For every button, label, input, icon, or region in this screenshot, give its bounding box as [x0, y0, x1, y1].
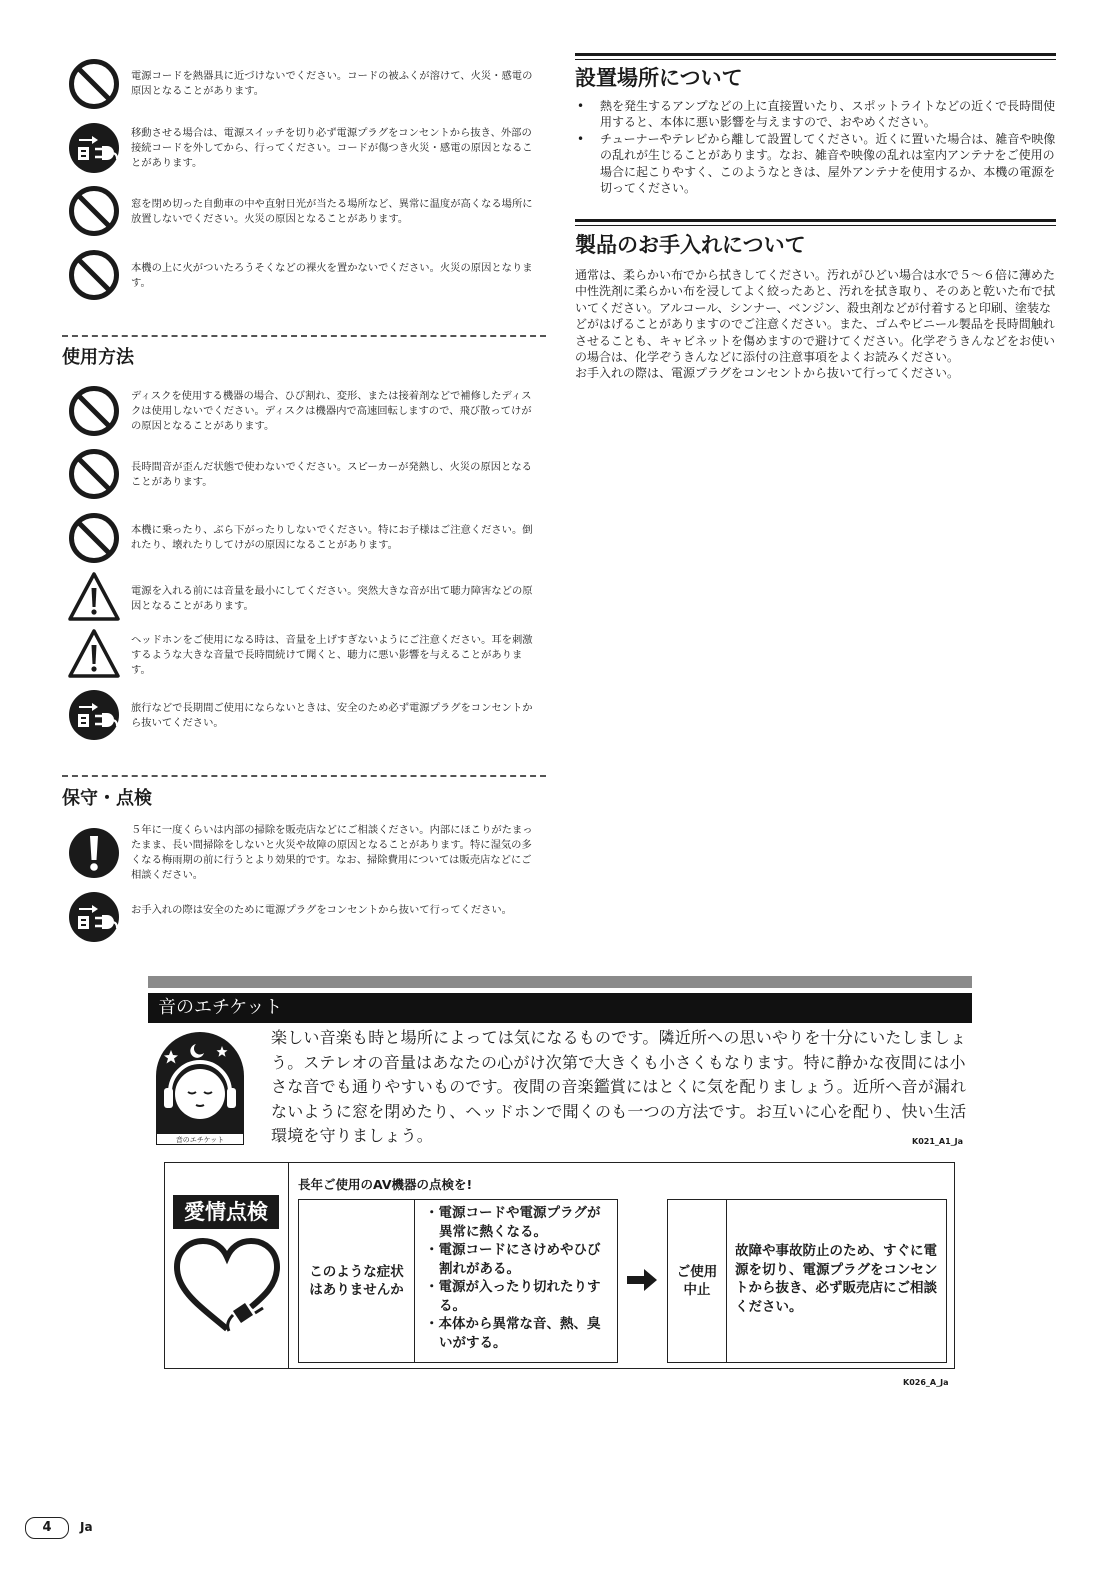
symptom-item: ・電源が入ったり切れたりする。 — [425, 1279, 601, 1314]
caution-text: 本機に乗ったり、ぶら下がったりしないでください。特にお子様はご注意ください。倒れたり、壊れたりしてけがの原因になることがあります。 — [131, 524, 533, 551]
caution-text: 本機の上に火がついたろうそくなどの裸火を置かないでください。火災の原因となります。 — [131, 262, 533, 289]
caution-text: 電源コードを熱器具に近づけないでください。コードの被ふくが溶けて、火災・感電の原因となることがあります。 — [131, 70, 533, 97]
warning-triangle-icon — [68, 571, 120, 623]
prohibition-icon — [68, 58, 120, 110]
install-list — [575, 98, 1057, 196]
question-text: このような症状はありませんか — [309, 1263, 404, 1298]
caution-text: 旅行などで長期間ご使用にならないときは、安全のため必ず電源プラグをコンセントから抜いてください。 — [131, 702, 533, 729]
stop-label: ご使用中止 — [676, 1263, 718, 1298]
symptom-item: ・電源コードにさけめやひび割れがある。 — [425, 1242, 601, 1277]
section-divider — [62, 335, 546, 337]
question-cell — [298, 1199, 415, 1363]
caution-text: 窓を閉め切った自動車の中や直射日光が当たる場所など、異常に温度が高くなる場所に放置しないでください。火災の原因となることがあります。 — [131, 198, 533, 225]
prohibition-icon — [68, 185, 120, 237]
heading-rule — [575, 225, 1056, 226]
aijo-tenken-box — [164, 1162, 955, 1369]
aijo-title: 愛情点検 — [173, 1195, 279, 1229]
list-item: • 熱を発生するアンプなどの上に直接置いたり、スポットライトなどの近くで長時間使用すると、本体に悪い影響を与えますので、おやめください。 — [575, 98, 1057, 131]
heart-plug-icon — [171, 1235, 283, 1335]
divider — [288, 1163, 289, 1368]
language-tag: Ja — [80, 1520, 93, 1534]
aijo-header: 長年ご使用のAV機器の点検を! — [298, 1177, 473, 1192]
caution-text: ５年に一度くらいは内部の掃除を販売店などにご相談ください。内部にほこりがたまったまま、長い間掃除をしないと火災や故障の原因となることがあります。特に湿気の多くなる梅雨期の前に行うとより効果的です。なお、掃除費用については販売店などにご相談ください。 — [131, 824, 533, 881]
care-paragraph: お手入れの際は、電源プラグをコンセントから抜いて行ってください。 — [575, 366, 960, 381]
usage-heading: 使用方法 — [62, 347, 134, 368]
caution-text: 長時間音が歪んだ状態で使わないでください。スピーカーが発熱し、火災の原因となることがあります。 — [131, 461, 532, 488]
etiquette-title: 音のエチケット — [148, 993, 972, 1023]
warning-triangle-icon — [68, 628, 120, 680]
arrow-right-icon — [625, 1268, 659, 1292]
care-paragraph: 通常は、柔らかい布でから拭きしてください。汚れがひどい場合は水で５～６倍に薄めた中性洗剤に柔らかい布を浸してよく絞ったあと、汚れを拭き取り、そのあと乾いた布で拭いてください。アルコール、シンナー、ベンジン、殺虫剤などが付着すると印刷、塗装などがはげることがありますのでご注意ください。また、ゴムやビニール製品を長時間触れさせることも、キャビネットを傷めますので避けてください。化学ぞうきんなどをお使いの場合は、化学ぞうきんなどに添付の注意事項をよくお読みください。 — [575, 268, 1056, 365]
doc-code: K021_A1_Ja — [912, 1137, 964, 1146]
advice-text: 故障や事故防止のため、すぐに電源を切り、電源プラグをコンセントから抜き、必ず販売店にご相談ください。 — [735, 1243, 938, 1315]
heading-rule — [575, 219, 1056, 222]
logo-caption: 音のエチケット — [156, 1133, 244, 1145]
install-heading: 設置場所について — [575, 66, 743, 90]
advice-cell — [726, 1199, 947, 1363]
unplug-icon — [68, 891, 120, 943]
prohibition-icon — [68, 448, 120, 500]
stop-cell — [667, 1199, 727, 1363]
unplug-icon — [68, 122, 120, 174]
symptom-item: ・本体から異常な音、熱、臭いがする。 — [425, 1316, 601, 1351]
care-text — [575, 267, 1057, 382]
symptom-item: ・電源コードや電源プラグが異常に熱くなる。 — [425, 1205, 601, 1240]
prohibition-icon — [68, 385, 120, 437]
heading-rule — [575, 53, 1056, 56]
prohibition-icon — [68, 512, 120, 564]
symptoms-cell — [414, 1199, 618, 1363]
etiquette-text: 楽しい音楽も時と場所によっては気になるものです。隣近所への思いやりを十分にいたしましょう。ステレオの音量はあなたの心がけ次第で大きくも小さくもなります。特に静かな夜間には小さな音でも通りやすいものです。夜間の音楽鑑賞にはとくに気を配りましょう。近所へ音が漏れないように窓を閉めたり、ヘッドホンで聞くのも一つの方法です。お互いに心を配り、快い生活環境を守りましょう。 — [271, 1028, 967, 1145]
section-divider — [62, 775, 546, 777]
unplug-icon — [68, 689, 120, 741]
doc-code: K026_A_Ja — [903, 1378, 949, 1387]
etiquette-logo — [154, 1030, 246, 1146]
caution-text: ヘッドホンをご使用になる時は、音量を上げすぎないようにご注意ください。耳を刺激するような大きな音量で長時間続けて聞くと、聴力に悪い影響を与えることがあります。 — [131, 634, 533, 676]
caution-text: お手入れの際は安全のために電源プラグをコンセントから抜いて行ってください。 — [131, 904, 512, 916]
list-item: • チューナーやテレビから離して設置してください。近くに置いた場合は、雑音や映像の乱れが生じることがあります。なお、雑音や映像の乱れは室内アンテナをご使用の場合に起こりやすく、このようなときは、屋外アンテナを使用するか、本機の電源を切ってください。 — [575, 131, 1057, 197]
prohibition-icon — [68, 249, 120, 301]
sleeping-face-icon — [154, 1030, 246, 1136]
caution-text: 移動させる場合は、電源スイッチを切り必ず電源プラグをコンセントから抜き、外部の接続コードを外してから、行ってください。コードが傷つき火災・感電の原因となることがあります。 — [131, 127, 533, 169]
etiquette-bar — [148, 976, 972, 988]
heading-rule — [575, 59, 1056, 60]
mandatory-exclamation-icon — [68, 827, 120, 879]
caution-text: 電源を入れる前には音量を最小にしてください。突然大きな音が出て聴力障害などの原因となることがあります。 — [131, 585, 533, 612]
caution-text: ディスクを使用する機器の場合、ひび割れ、変形、または接着剤などで補修したディスクは使用しないでください。ディスクは機器内で高速回転しますので、飛び散ってけがの原因となることがあります。 — [131, 390, 532, 432]
maintenance-heading: 保守・点検 — [62, 788, 152, 809]
page-number: 4 — [25, 1517, 69, 1539]
care-heading: 製品のお手入れについて — [575, 233, 806, 257]
